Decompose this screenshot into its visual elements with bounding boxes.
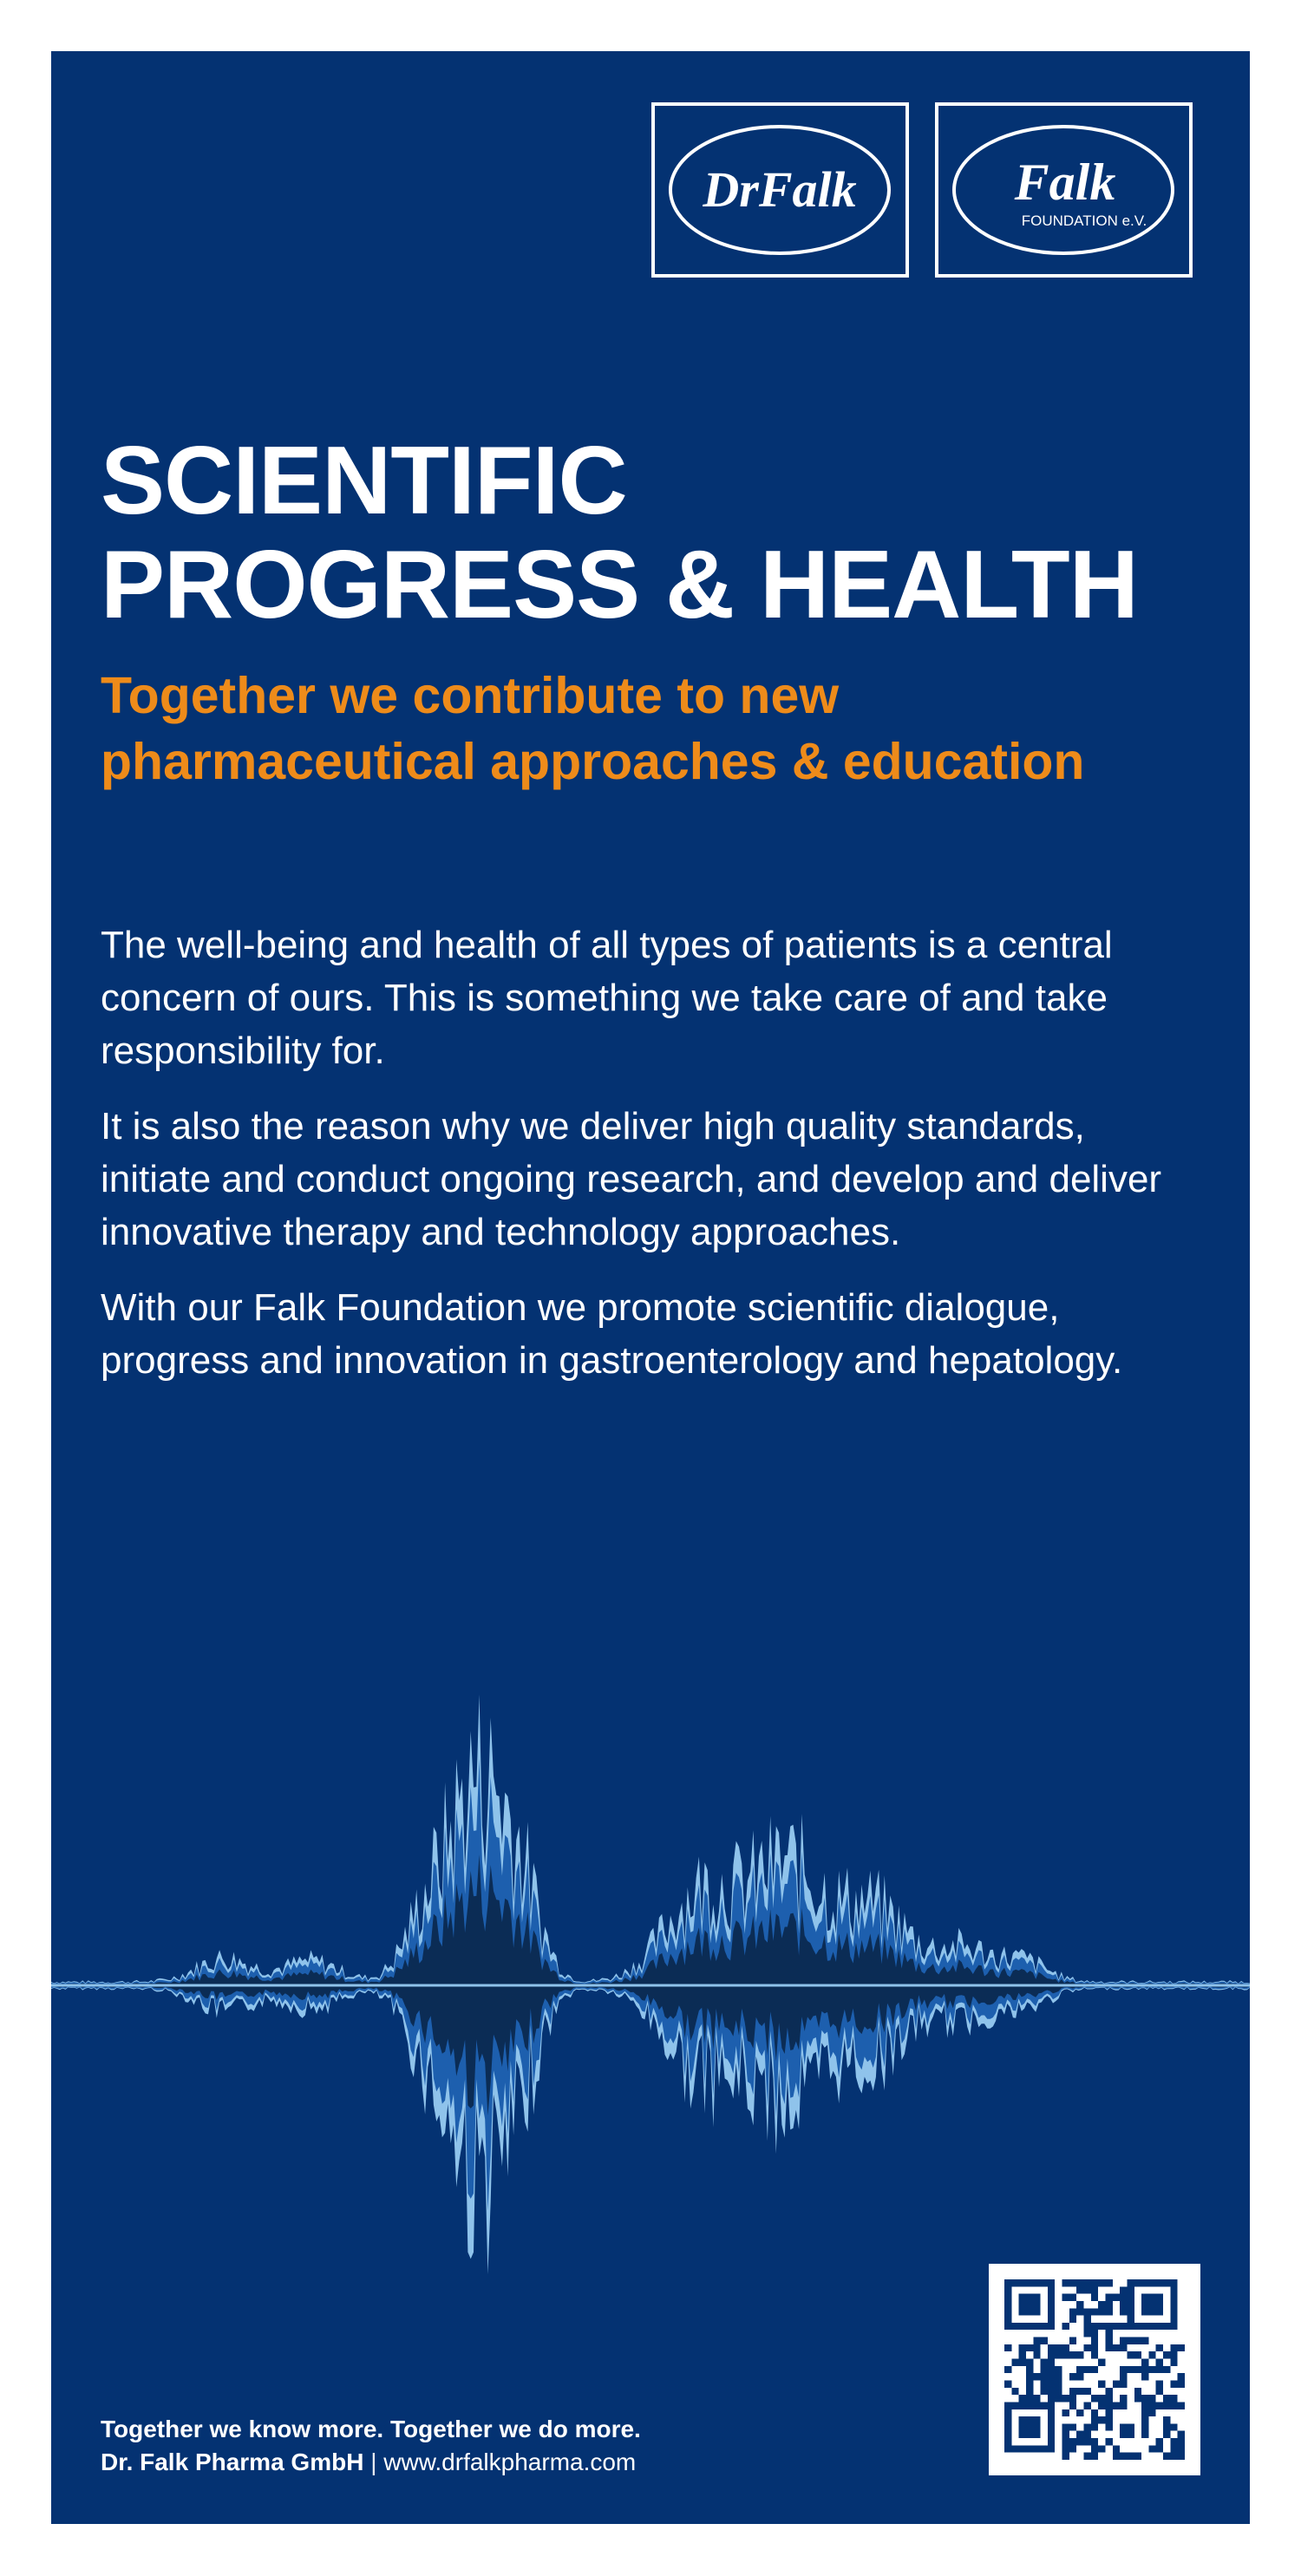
foundation-logo-subtext: FOUNDATION e.V. (1021, 212, 1147, 229)
footer-separator: | (370, 2449, 377, 2475)
qr-code[interactable] (989, 2264, 1200, 2475)
dr-falk-logo-text: DrFalk (703, 161, 857, 218)
falk-logo-text: Falk (1014, 154, 1116, 211)
headline-line-1: SCIENTIFIC (101, 427, 627, 534)
qr-code-icon (1004, 2279, 1185, 2460)
paragraph-2: It is also the reason why we deliver high quality standards, initiate and conduct ongoing research, and develop and deliver innovative therapy and technology approaches. (101, 1105, 1162, 1253)
body-copy (101, 919, 1193, 1409)
headline-line-2: PROGRESS & HEALTH (101, 531, 1138, 638)
dr-falk-logo (651, 102, 909, 278)
footer-website-link[interactable]: www.drfalkpharma.com (383, 2449, 637, 2475)
footer-slogan: Together we know more. Together we do more. (101, 2416, 641, 2442)
footer-company-line (101, 2446, 641, 2479)
sound-waveform-graphic (51, 1595, 1250, 2376)
subheadline: Together we contribute to new pharmaceutical approaches & education (101, 667, 1085, 790)
falk-foundation-logo (935, 102, 1193, 278)
headline (101, 428, 1138, 637)
footer (101, 2413, 641, 2479)
footer-company: Dr. Falk Pharma GmbH (101, 2449, 364, 2475)
poster-panel (51, 51, 1250, 2524)
paragraph-3: With our Falk Foundation we promote scientific dialogue, progress and innovation in gastroenterology and hepatology. (101, 1286, 1123, 1382)
paragraph-1: The well-being and health of all types of patients is a central concern of ours. This is something we take care of and take responsibility for. (101, 924, 1113, 1072)
qr-modules (1004, 2279, 1185, 2460)
